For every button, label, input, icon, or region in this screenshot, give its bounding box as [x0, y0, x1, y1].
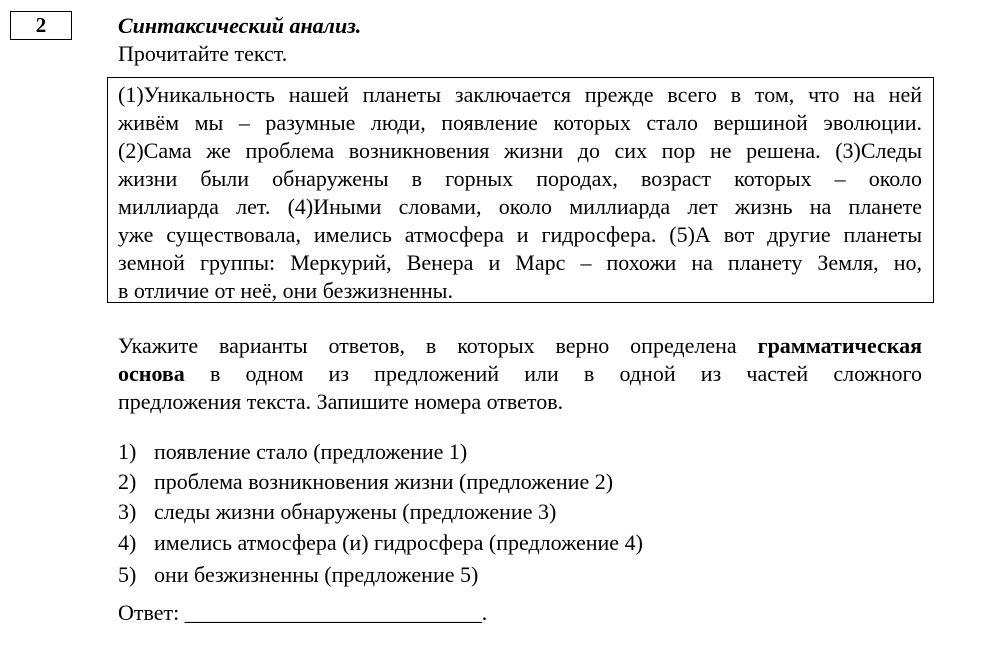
reading-text-box [107, 77, 934, 303]
question-text [118, 332, 922, 416]
question-line-2-text: в одном из предложений или в одной из частей сложного [184, 361, 922, 386]
question-bold-term-1: грамматическая [757, 333, 922, 358]
text-line-4: жизни были обнаружены в горных породах, возраст которых – около [118, 166, 922, 191]
option-number: 2) [118, 469, 137, 494]
task-instruction: Прочитайте текст. [118, 41, 288, 66]
option-text: появление стало (предложение 1) [154, 439, 468, 464]
text-line-7: земной группы: Меркурий, Венера и Марс – похожи на планету Земля, но, [118, 250, 922, 275]
option-5 [118, 561, 478, 589]
option-4 [118, 529, 643, 557]
text-line-1: (1)Уникальность нашей планеты заключается прежде всего в том, что на ней [118, 82, 922, 107]
question-line-1 [118, 332, 922, 360]
option-text: имелись атмосфера (и) гидросфера (предложение 4) [154, 530, 643, 555]
option-number: 1) [118, 439, 137, 464]
answer-label: Ответ: [118, 600, 180, 625]
option-number: 5) [118, 562, 137, 587]
answer-row [118, 599, 487, 627]
question-line-2 [118, 360, 922, 388]
text-line-2: живём мы – разумные люди, появление которых стало вершиной эволюции. [118, 110, 922, 135]
option-text: следы жизни обнаружены (предложение 3) [154, 499, 557, 524]
option-2 [118, 468, 613, 496]
answer-blank-field[interactable]: ___________________________. [184, 600, 488, 625]
option-3 [118, 498, 556, 526]
text-line-8: в отличие от неё, они безжизненны. [118, 278, 453, 303]
task-title: Синтаксический анализ. [118, 13, 362, 38]
option-text: они безжизненны (предложение 5) [154, 562, 479, 587]
text-line-6: уже существовала, имелись атмосфера и гидросфера. (5)А вот другие планеты [118, 222, 922, 247]
option-1 [118, 438, 467, 466]
text-line-5: миллиарда лет. (4)Иными словами, около миллиарда лет жизнь на планете [118, 194, 922, 219]
text-line-3: (2)Сама же проблема возникновения жизни до сих пор не решена. (3)Следы [118, 138, 922, 163]
option-text: проблема возникновения жизни (предложение 2) [154, 469, 614, 494]
task-number-box: 2 [10, 11, 72, 40]
option-number: 4) [118, 530, 137, 555]
question-bold-term-2: основа [118, 361, 185, 386]
question-line-3: предложения текста. Запишите номера ответов. [118, 389, 564, 414]
question-line-1-text: Укажите варианты ответов, в которых верно определена [118, 333, 758, 358]
option-number: 3) [118, 499, 137, 524]
